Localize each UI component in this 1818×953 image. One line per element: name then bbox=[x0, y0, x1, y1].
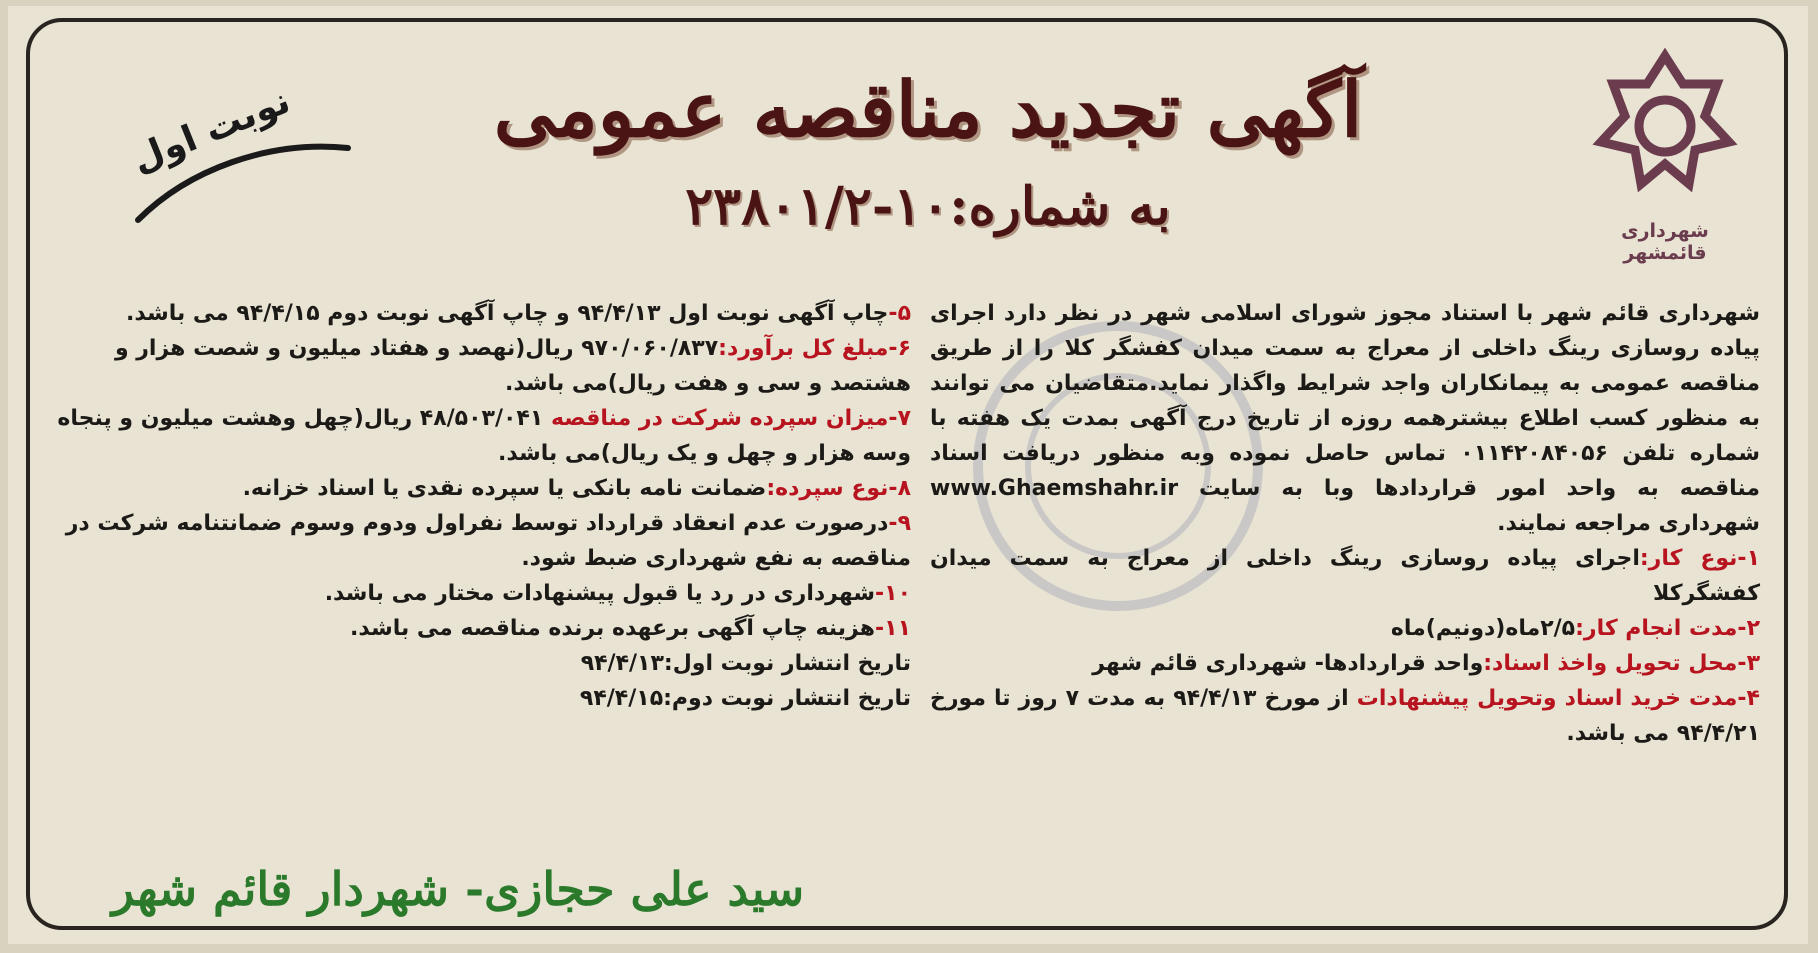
round-stamp bbox=[98, 80, 358, 250]
item-text: ۲/۵ماه(دونیم)ماه bbox=[1390, 616, 1576, 641]
item-label: ۱۱- bbox=[875, 616, 911, 641]
item-label: ۸-نوع سپرده: bbox=[766, 476, 911, 501]
item-3 bbox=[930, 646, 1760, 681]
mayor-signature: سید علی حجازی- شهردار قائم شهر bbox=[111, 862, 805, 916]
item-label: ۷-میزان سپرده شرکت در مناقصه bbox=[550, 406, 911, 431]
item-text: شهرداری در رد یا قبول پیشنهادات مختار می باشد. bbox=[324, 581, 875, 606]
municipality-logo bbox=[1580, 46, 1750, 264]
item-2 bbox=[930, 611, 1760, 646]
publish-date-second: تاریخ انتشار نوبت دوم:۹۴/۴/۱۵ bbox=[579, 686, 911, 711]
item-text: ۴۸/۵۰۳/۰۴۱ ریال(چهل وهشت میلیون و پنجاه وسه هزار و چهل و یک ریال)می باشد. bbox=[57, 406, 911, 466]
newspaper-clipping bbox=[8, 6, 1808, 944]
item-text: هزینه چاپ آگهی برعهده برنده مناقصه می باشد. bbox=[350, 616, 875, 641]
publish-date-first: تاریخ انتشار نوبت اول:۹۴/۴/۱۳ bbox=[580, 651, 911, 676]
item-label: ۹- bbox=[888, 511, 911, 536]
item-9 bbox=[56, 506, 911, 576]
item-label: ۶-مبلغ کل برآورد: bbox=[718, 336, 911, 361]
item-4 bbox=[930, 681, 1760, 751]
star-logo-icon bbox=[1585, 46, 1745, 216]
item-text: واحد قراردادها- شهرداری قائم شهر bbox=[1092, 651, 1484, 676]
item-11 bbox=[56, 611, 911, 646]
item-label: ۲-مدت انجام کار: bbox=[1575, 616, 1760, 641]
item-label: ۴-مدت خرید اسناد وتحویل پیشنهادات bbox=[1356, 686, 1760, 711]
item-5 bbox=[56, 296, 911, 331]
item-text: ضمانت نامه بانکی یا سپرده نقدی یا اسناد خزانه. bbox=[242, 476, 767, 501]
item-label: ۵- bbox=[888, 301, 911, 326]
item-text: از مورخ ۹۴/۴/۱۳ به مدت ۷ روز تا مورخ ۹۴/۴/۲۱ می باشد. bbox=[930, 686, 1760, 746]
item-label: ۳-محل تحویل واخذ اسناد: bbox=[1483, 651, 1760, 676]
item-text: درصورت عدم انعقاد قرارداد توسط نفراول ودوم وسوم ضمانتنامه شرکت در مناقصه به نفع شهرداری ضبط شود. bbox=[65, 511, 911, 571]
item-10 bbox=[56, 576, 911, 611]
item-8 bbox=[56, 471, 911, 506]
ad-title: آگهی تجدید مناقصه عمومی bbox=[493, 65, 1363, 154]
tender-number: به شماره:۱۰-۲۳۸۰۱/۲ bbox=[685, 176, 1171, 237]
intro-paragraph: شهرداری قائم شهر با استناد مجوز شورای اسلامی شهر در نظر دارد اجرای پیاده روسازی رینگ داخلی از معراج به سمت میدان کفشگر کلا را از طریق مناقصه عمومی به پیمانکاران واجد شرایط واگذار نماید.متقاضیان می توانند به منظور کسب اطلاع بیشترهمه روزه از تاریخ درج آگهی بمدت یک هفته با شماره تلفن ۰۱۱۴۲۰۸۴۰۵۶ تماس حاصل نموده وبه منظور دریافت اسناد مناقصه به واحد امور قراردادها وبا به سایت www.Ghaemshahr.ir شهرداری مراجعه نمایند. bbox=[930, 301, 1760, 536]
item-label: ۱-نوع کار: bbox=[1639, 546, 1761, 571]
logo-caption: شهرداری قائمشهر bbox=[1621, 220, 1709, 264]
item-label: ۱۰- bbox=[875, 581, 911, 606]
item-text: ۹۷۰/۰۶۰/۸۳۷ ریال(نهصد و هفتاد میلیون و شصت هزار و هشتصد و سی و هفت ریال)می باشد. bbox=[114, 336, 911, 396]
main-column bbox=[930, 296, 1760, 751]
item-6 bbox=[56, 331, 911, 401]
item-1 bbox=[930, 541, 1760, 611]
item-text: چاپ آگهی نوبت اول ۹۴/۴/۱۳ و چاپ آگهی نوبت دوم ۹۴/۴/۱۵ می باشد. bbox=[126, 301, 889, 326]
item-text: اجرای پیاده روسازی رینگ داخلی از معراج به سمت میدان کفشگرکلا bbox=[930, 546, 1760, 606]
round-label: نوبت اول bbox=[126, 80, 296, 181]
item-7 bbox=[56, 401, 911, 471]
conditions-column bbox=[56, 296, 911, 716]
